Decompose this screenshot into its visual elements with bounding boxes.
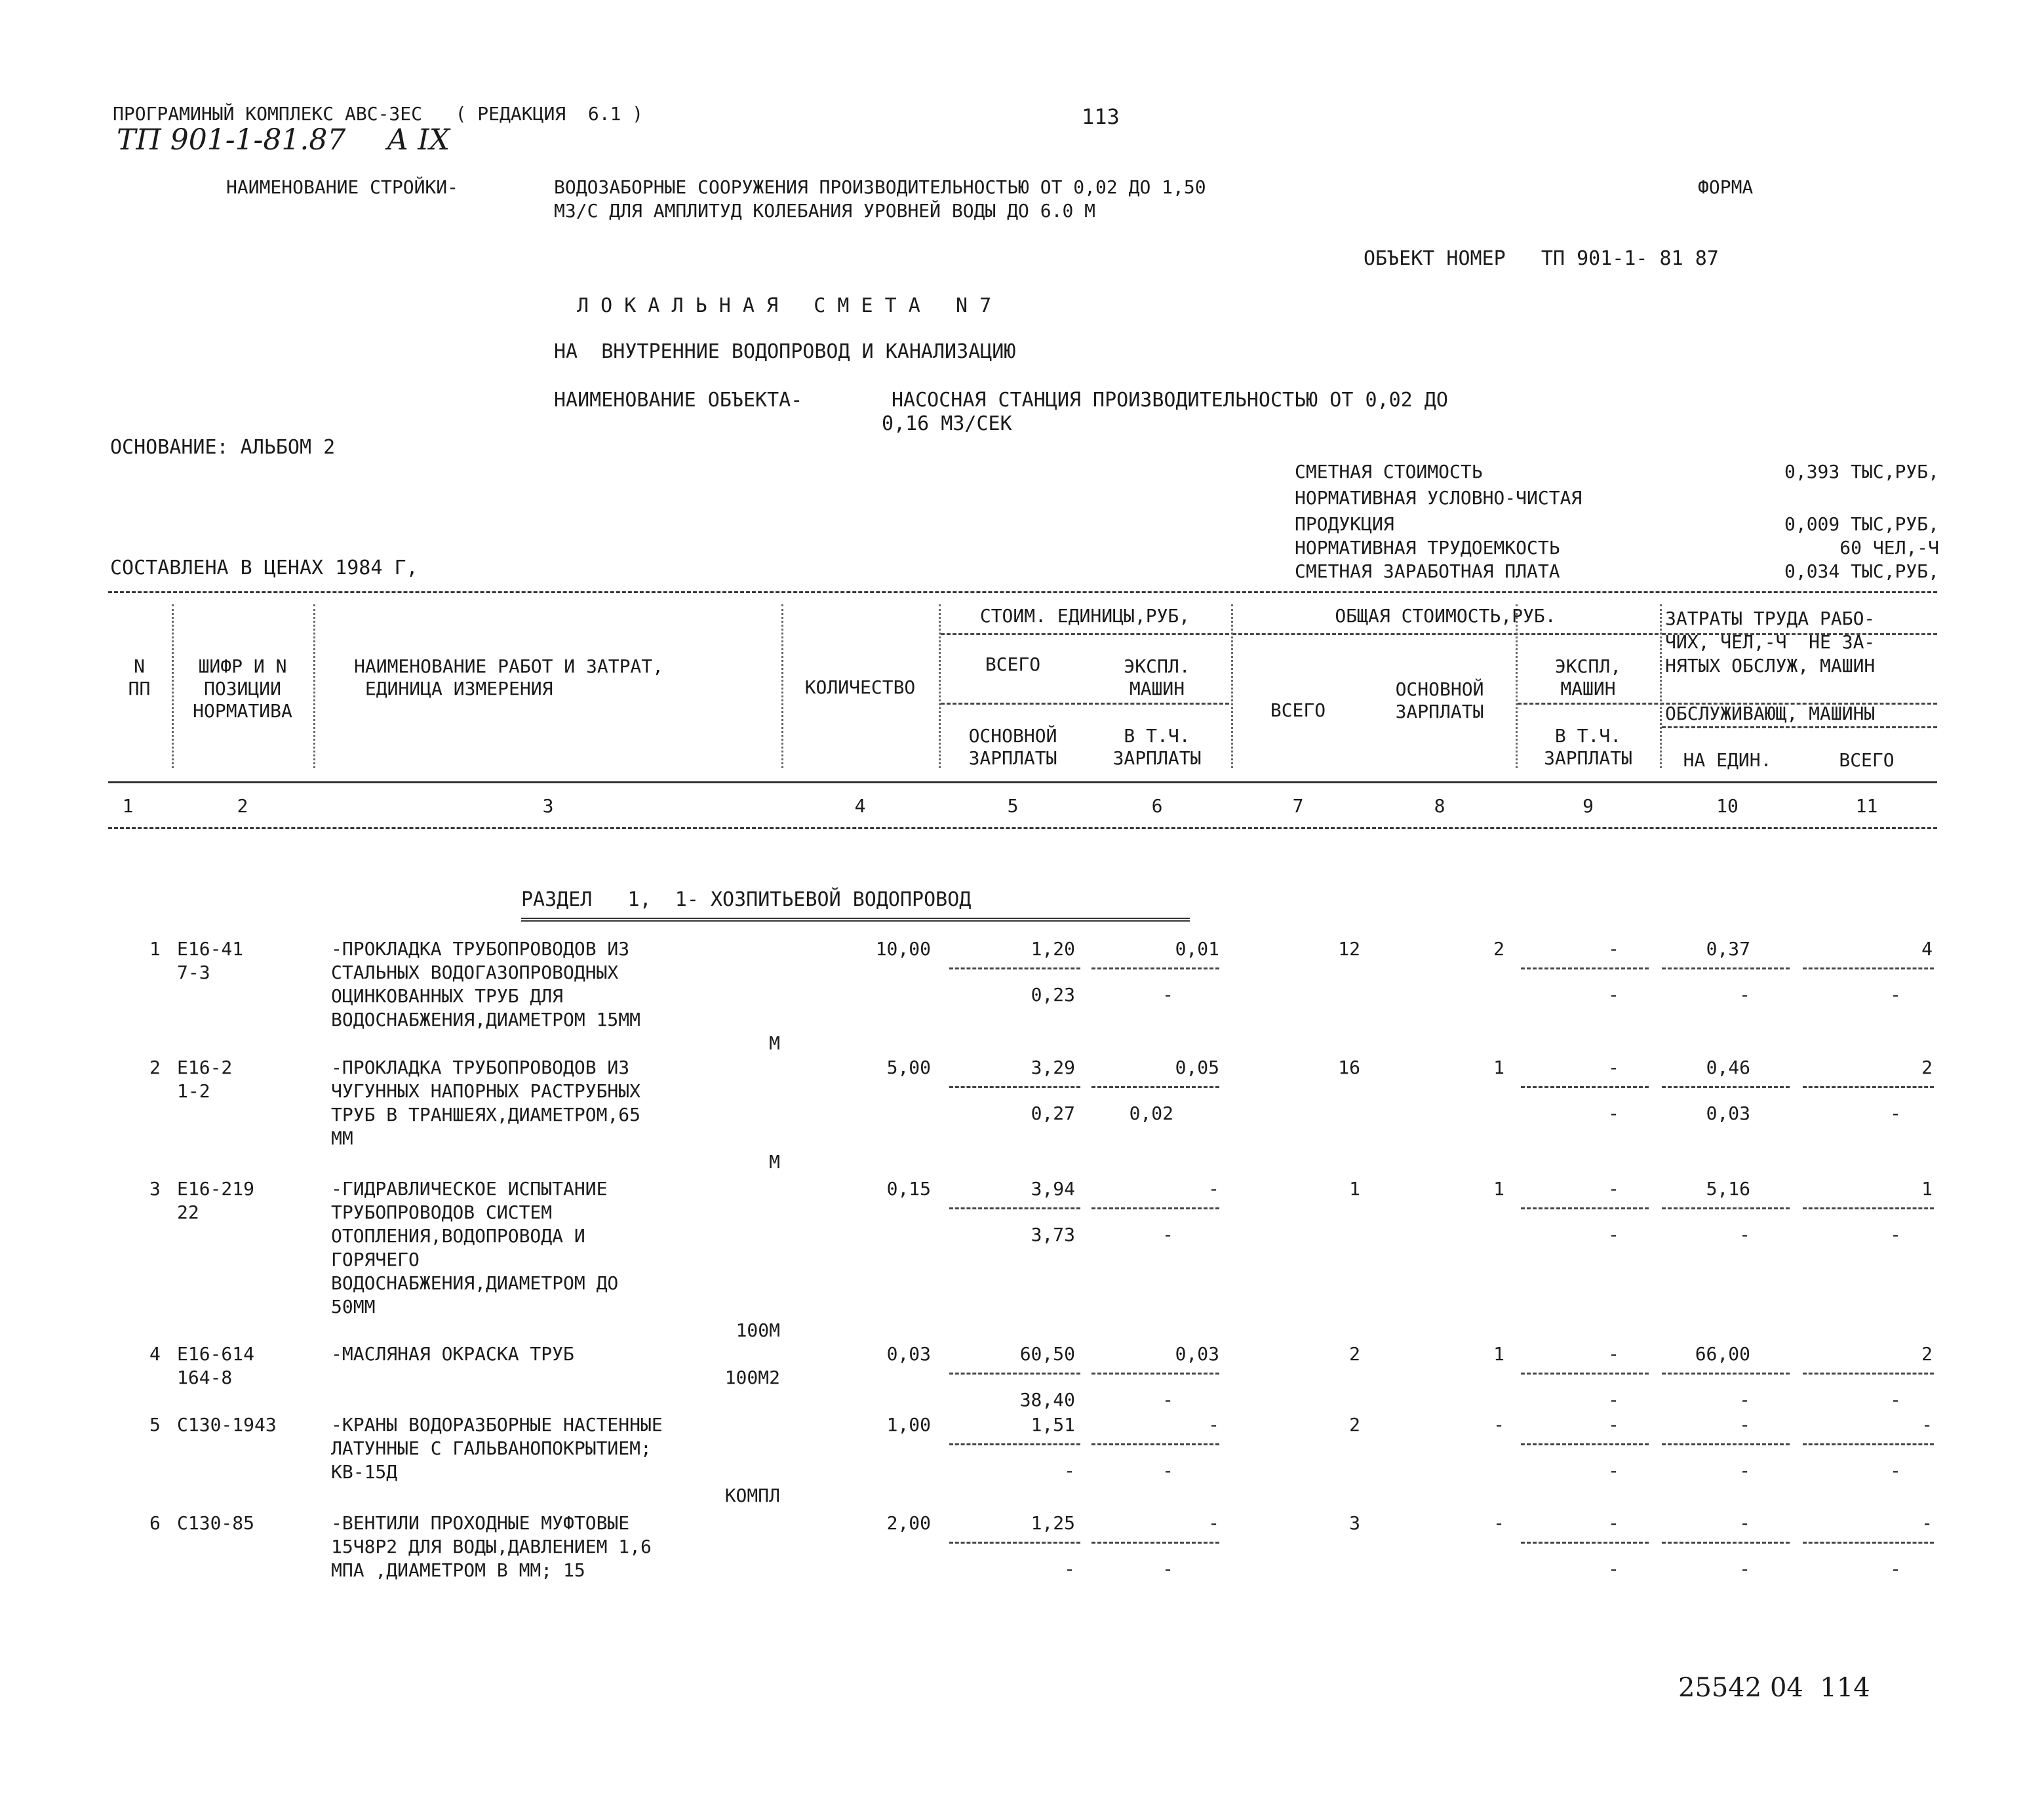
total-cost: 1 bbox=[1349, 1178, 1360, 1200]
price-level: СОСТАВЛЕНА В ЦЕНАХ 1984 Г, bbox=[110, 556, 418, 579]
unit-cost-machines: - bbox=[1208, 1512, 1219, 1534]
cell-rule bbox=[1521, 1443, 1649, 1445]
cell-rule bbox=[949, 1207, 1080, 1209]
col-header-6-bottom: В Т.Ч. ЗАРПЛАТЫ bbox=[1112, 725, 1202, 769]
unit-of-measure: М bbox=[769, 1032, 780, 1054]
quantity: 10,00 bbox=[875, 938, 931, 960]
work-name-line: КВ-15Д bbox=[331, 1461, 398, 1483]
col-header-9-top: ЭКСПЛ, МАШИН bbox=[1554, 655, 1622, 699]
cell-rule bbox=[1803, 1373, 1934, 1375]
row-number: 6 bbox=[149, 1512, 161, 1534]
unit-cost-machine-wages: - bbox=[1162, 1224, 1173, 1245]
norm-code: Е16-614 bbox=[177, 1343, 255, 1365]
estimate-title: Л О К А Л Ь Н А Я С М Е Т А N 7 bbox=[577, 294, 992, 317]
norm-code: Е16-2 bbox=[177, 1057, 233, 1078]
column-number: 10 bbox=[1716, 795, 1739, 817]
norm-code: Е16-41 bbox=[177, 938, 244, 960]
unit-cost-wages: 0,27 bbox=[1031, 1103, 1075, 1124]
unit-cost-total: 60,50 bbox=[1019, 1343, 1075, 1365]
labor-machines-total: - bbox=[1890, 1103, 1901, 1124]
labor-per-unit: 66,00 bbox=[1695, 1343, 1750, 1365]
cell-rule bbox=[1091, 1207, 1219, 1209]
work-name-line: ММ bbox=[331, 1127, 353, 1149]
cell-rule bbox=[1662, 967, 1790, 969]
object-name-label: НАИМЕНОВАНИЕ ОБЪЕКТА- bbox=[554, 389, 803, 412]
total-wages: 1 bbox=[1493, 1343, 1504, 1365]
labor-per-unit: 5,16 bbox=[1706, 1178, 1750, 1200]
album-handwritten: А IX bbox=[387, 123, 450, 157]
col-header-9-bottom: В Т.Ч. ЗАРПЛАТЫ bbox=[1544, 725, 1632, 769]
col-header-11: ВСЕГО bbox=[1839, 749, 1895, 771]
row-number: 1 bbox=[149, 938, 161, 960]
work-name-line: 15Ч8Р2 ДЛЯ ВОДЫ,ДАВЛЕНИЕМ 1,6 bbox=[331, 1536, 652, 1557]
quantity: 0,15 bbox=[886, 1178, 931, 1200]
object-number: ОБЪЕКТ НОМЕР ТП 901-1- 81 87 bbox=[1364, 247, 1719, 270]
norm-code: С130-85 bbox=[177, 1512, 255, 1534]
cell-rule bbox=[1662, 1086, 1790, 1088]
form-label: ФОРМА bbox=[1698, 176, 1754, 198]
col-divider bbox=[1660, 604, 1662, 768]
unit-cost-total: 1,51 bbox=[1031, 1414, 1075, 1435]
subrule bbox=[941, 703, 1229, 705]
quantity: 0,03 bbox=[886, 1343, 931, 1365]
total-machines: - bbox=[1608, 1512, 1619, 1534]
cell-rule bbox=[1662, 1207, 1790, 1209]
total-machine-wages: - bbox=[1608, 1103, 1619, 1124]
norm-code: С130-1943 bbox=[177, 1414, 277, 1435]
unit-of-measure: М bbox=[769, 1151, 780, 1173]
total-machines: - bbox=[1608, 938, 1619, 960]
subrule bbox=[1232, 633, 1659, 635]
labor-per-unit: 0,37 bbox=[1706, 938, 1750, 960]
cell-rule bbox=[1662, 1373, 1790, 1375]
unit-cost-wages: - bbox=[1064, 1558, 1075, 1580]
column-number: 11 bbox=[1855, 795, 1878, 817]
summary-value: 60 ЧЕЛ,-Ч bbox=[1839, 537, 1939, 558]
work-name-line: -МАСЛЯНАЯ ОКРАСКА ТРУБ bbox=[331, 1343, 574, 1365]
unit-cost-machines: 0,03 bbox=[1175, 1343, 1219, 1365]
cell-rule bbox=[949, 1542, 1080, 1544]
total-wages: 2 bbox=[1493, 938, 1504, 960]
work-name-line: ТРУБОПРОВОДОВ СИСТЕМ bbox=[331, 1201, 553, 1223]
summary-value: 0,034 ТЫС,РУБ, bbox=[1784, 560, 1939, 582]
labor-per-unit: - bbox=[1739, 1512, 1750, 1534]
total-machine-wages: - bbox=[1608, 984, 1619, 1005]
work-name-line: 50ММ bbox=[331, 1296, 376, 1318]
col-divider bbox=[313, 604, 315, 768]
total-wages: 1 bbox=[1493, 1057, 1504, 1078]
total-machine-wages: - bbox=[1608, 1389, 1619, 1411]
unit-cost-total: 3,29 bbox=[1031, 1057, 1075, 1078]
cell-rule bbox=[1091, 967, 1219, 969]
column-number: 4 bbox=[854, 795, 866, 817]
col-header-labor-group: ЗАТРАТЫ ТРУДА РАБО- ЧИХ, ЧЕЛ,-Ч НЕ ЗА- НЯТЫХ ОБСЛУЖ, МАШИН bbox=[1665, 608, 1876, 676]
column-number: 5 bbox=[1007, 795, 1019, 817]
work-name-line: СТАЛЬНЫХ ВОДОГАЗОПРОВОДНЫХ bbox=[331, 962, 619, 983]
work-name-line: ЛАТУННЫЕ С ГАЛЬВАНОПОКРЫТИЕМ; bbox=[331, 1437, 652, 1459]
section-title: РАЗДЕЛ 1, 1- ХОЗПИТЬЕВОЙ ВОДОПРОВОД bbox=[521, 888, 972, 911]
column-number: 8 bbox=[1434, 795, 1445, 817]
cell-rule bbox=[949, 1373, 1080, 1375]
header-rule-mid bbox=[108, 781, 1937, 783]
work-name-line: ТРУБ В ТРАНШЕЯХ,ДИАМЕТРОМ,65 bbox=[331, 1104, 641, 1125]
unit-cost-machines: - bbox=[1208, 1414, 1219, 1435]
quantity: 2,00 bbox=[886, 1512, 931, 1534]
labor-machines-total: - bbox=[1890, 1460, 1901, 1481]
basis: ОСНОВАНИЕ: АЛЬБОМ 2 bbox=[110, 436, 336, 459]
col-header-name: НАИМЕНОВАНИЕ РАБОТ И ЗАТРАТ, ЕДИНИЦА ИЗМЕРЕНИЯ bbox=[354, 655, 664, 699]
construction-name-label: НАИМЕНОВАНИЕ СТРОЙКИ- bbox=[226, 176, 459, 198]
summary-label: ПРОДУКЦИЯ bbox=[1295, 513, 1394, 535]
col-header-10: НА ЕДИН. bbox=[1683, 749, 1772, 771]
construction-name-line1: ВОДОЗАБОРНЫЕ СООРУЖЕНИЯ ПРОИЗВОДИТЕЛЬНОСТЬЮ ОТ 0,02 ДО 1,50 bbox=[554, 176, 1206, 198]
col-header-n: N ПП bbox=[128, 655, 151, 699]
unit-cost-machines: 0,01 bbox=[1175, 938, 1219, 960]
norm-code: 1-2 bbox=[177, 1080, 210, 1102]
header-rule-top bbox=[108, 591, 1937, 593]
work-name-line: -ПРОКЛАДКА ТРУБОПРОВОДОВ ИЗ bbox=[331, 1057, 630, 1078]
col-header-code: ШИФР И N ПОЗИЦИИ НОРМАТИВА bbox=[193, 655, 292, 722]
labor-machines-per-unit: 0,03 bbox=[1706, 1103, 1750, 1124]
object-name-line2: 0,16 М3/СЕК bbox=[882, 412, 1012, 435]
work-name-line: -ПРОКЛАДКА ТРУБОПРОВОДОВ ИЗ bbox=[331, 938, 630, 960]
cell-rule bbox=[1803, 1207, 1934, 1209]
footer-stamp: 25542 04 114 bbox=[1678, 1673, 1870, 1703]
total-machines: - bbox=[1608, 1057, 1619, 1078]
col-header-unit-group: СТОИМ. ЕДИНИЦЫ,РУБ, bbox=[979, 605, 1190, 627]
labor-machines-per-unit: - bbox=[1739, 1460, 1750, 1481]
norm-code: 22 bbox=[177, 1201, 199, 1223]
labor-total: 4 bbox=[1921, 938, 1933, 960]
work-name-line: -КРАНЫ ВОДОРАЗБОРНЫЕ НАСТЕННЫЕ bbox=[331, 1414, 663, 1435]
object-name-line1: НАСОСНАЯ СТАНЦИЯ ПРОИЗВОДИТЕЛЬНОСТЬЮ ОТ 0,02 ДО bbox=[892, 389, 1448, 412]
work-name-line: ГОРЯЧЕГО bbox=[331, 1249, 420, 1270]
unit-cost-machine-wages: 0,02 bbox=[1129, 1103, 1173, 1124]
unit-cost-wages: - bbox=[1064, 1460, 1075, 1481]
cell-rule bbox=[1091, 1542, 1219, 1544]
cell-rule bbox=[949, 967, 1080, 969]
norm-code: Е16-219 bbox=[177, 1178, 255, 1200]
labor-machines-per-unit: - bbox=[1739, 984, 1750, 1005]
header-rule-bottom bbox=[108, 827, 1937, 829]
subrule bbox=[1662, 726, 1937, 728]
summary-label: СМЕТНАЯ СТОИМОСТЬ bbox=[1295, 461, 1483, 482]
col-header-5-bottom: ОСНОВНОЙ ЗАРПЛАТЫ bbox=[968, 725, 1057, 769]
page-number: 113 bbox=[1082, 104, 1120, 129]
unit-cost-machine-wages: - bbox=[1162, 1460, 1173, 1481]
quantity: 5,00 bbox=[886, 1057, 931, 1078]
labor-machines-total: - bbox=[1890, 984, 1901, 1005]
construction-name-line2: М3/С ДЛЯ АМПЛИТУД КОЛЕБАНИЯ УРОВНЕЙ ВОДЫ ДО 6.0 М bbox=[554, 200, 1096, 222]
total-cost: 12 bbox=[1338, 938, 1360, 960]
labor-total: - bbox=[1921, 1414, 1933, 1435]
labor-total: 2 bbox=[1921, 1057, 1933, 1078]
column-number: 6 bbox=[1151, 795, 1163, 817]
unit-of-measure: 100М bbox=[736, 1319, 780, 1341]
total-machine-wages: - bbox=[1608, 1224, 1619, 1245]
unit-cost-total: 3,94 bbox=[1031, 1178, 1075, 1200]
unit-cost-wages: 0,23 bbox=[1031, 984, 1075, 1005]
total-machines: - bbox=[1608, 1414, 1619, 1435]
work-name-line: -ВЕНТИЛИ ПРОХОДНЫЕ МУФТОВЫЕ bbox=[331, 1512, 630, 1534]
total-wages: - bbox=[1493, 1512, 1504, 1534]
labor-machines-total: - bbox=[1890, 1389, 1901, 1411]
unit-of-measure: КОМПЛ bbox=[724, 1485, 780, 1506]
quantity: 1,00 bbox=[886, 1414, 931, 1435]
total-cost: 16 bbox=[1338, 1057, 1360, 1078]
unit-cost-wages: 38,40 bbox=[1019, 1389, 1075, 1411]
column-number: 1 bbox=[122, 795, 134, 817]
unit-of-measure: 100М2 bbox=[724, 1367, 780, 1388]
cell-rule bbox=[1803, 1443, 1934, 1445]
cell-rule bbox=[1662, 1542, 1790, 1544]
subrule bbox=[941, 633, 1229, 635]
col-header-qty: КОЛИЧЕСТВО bbox=[804, 676, 916, 698]
program-line: ПРОГРАМИНЫЙ КОМПЛЕКС АВС-3ЕС ( РЕДАКЦИЯ 6.1 ) bbox=[113, 103, 644, 125]
summary-label: НОРМАТИВНАЯ ТРУДОЕМКОСТЬ bbox=[1295, 537, 1560, 558]
work-name-line: МПА ,ДИАМЕТРОМ В ММ; 15 bbox=[331, 1559, 585, 1581]
cell-rule bbox=[1521, 1542, 1649, 1544]
cell-rule bbox=[949, 1443, 1080, 1445]
cell-rule bbox=[1803, 1086, 1934, 1088]
unit-cost-machines: - bbox=[1208, 1178, 1219, 1200]
unit-cost-machine-wages: - bbox=[1162, 984, 1173, 1005]
summary-label: НОРМАТИВНАЯ УСЛОВНО-ЧИСТАЯ bbox=[1295, 487, 1582, 509]
col-header-8: ОСНОВНОЙ ЗАРПЛАТЫ bbox=[1395, 678, 1484, 722]
column-number: 3 bbox=[542, 795, 554, 817]
column-number: 2 bbox=[237, 795, 248, 817]
unit-cost-total: 1,20 bbox=[1031, 938, 1075, 960]
labor-total: 1 bbox=[1921, 1178, 1933, 1200]
cell-rule bbox=[1521, 1086, 1649, 1088]
cell-rule bbox=[1521, 1373, 1649, 1375]
labor-machines-per-unit: - bbox=[1739, 1224, 1750, 1245]
row-number: 4 bbox=[149, 1343, 161, 1365]
row-number: 2 bbox=[149, 1057, 161, 1078]
norm-code: 164-8 bbox=[177, 1367, 233, 1388]
cell-rule bbox=[949, 1086, 1080, 1088]
col-header-5-top: ВСЕГО bbox=[985, 654, 1041, 675]
cell-rule bbox=[1521, 1207, 1649, 1209]
total-cost: 2 bbox=[1349, 1414, 1360, 1435]
row-number: 5 bbox=[149, 1414, 161, 1435]
col-header-7: ВСЕГО bbox=[1270, 699, 1326, 721]
unit-cost-machine-wages: - bbox=[1162, 1558, 1173, 1580]
cell-rule bbox=[1091, 1086, 1219, 1088]
unit-cost-machine-wages: - bbox=[1162, 1389, 1173, 1411]
total-cost: 3 bbox=[1349, 1512, 1360, 1534]
cell-rule bbox=[1091, 1443, 1219, 1445]
estimate-subject: НА ВНУТРЕННИЕ ВОДОПРОВОД И КАНАЛИЗАЦИЮ bbox=[554, 340, 1016, 363]
labor-machines-total: - bbox=[1890, 1224, 1901, 1245]
doc-code-handwritten: ТП 901-1-81.87 bbox=[117, 123, 346, 157]
cell-rule bbox=[1521, 967, 1649, 969]
total-machine-wages: - bbox=[1608, 1460, 1619, 1481]
unit-cost-wages: 3,73 bbox=[1031, 1224, 1075, 1245]
work-name-line: ОТОПЛЕНИЯ,ВОДОПРОВОДА И bbox=[331, 1225, 585, 1247]
labor-per-unit: - bbox=[1739, 1414, 1750, 1435]
cell-rule bbox=[1091, 1373, 1219, 1375]
total-machines: - bbox=[1608, 1343, 1619, 1365]
col-header-6-top: ЭКСПЛ. МАШИН bbox=[1124, 655, 1190, 699]
column-number: 7 bbox=[1292, 795, 1304, 817]
labor-machines-total: - bbox=[1890, 1558, 1901, 1580]
labor-machines-per-unit: - bbox=[1739, 1558, 1750, 1580]
work-name-line: ВОДОСНАБЖЕНИЯ,ДИАМЕТРОМ ДО bbox=[331, 1272, 619, 1294]
unit-cost-total: 1,25 bbox=[1031, 1512, 1075, 1534]
summary-value: 0,009 ТЫС,РУБ, bbox=[1784, 513, 1939, 535]
total-wages: 1 bbox=[1493, 1178, 1504, 1200]
labor-per-unit: 0,46 bbox=[1706, 1057, 1750, 1078]
work-name-line: ЧУГУННЫХ НАПОРНЫХ РАСТРУБНЫХ bbox=[331, 1080, 641, 1102]
total-machines: - bbox=[1608, 1178, 1619, 1200]
labor-machines-per-unit: - bbox=[1739, 1389, 1750, 1411]
cell-rule bbox=[1803, 1542, 1934, 1544]
col-header-total-group: ОБЩАЯ СТОИМОСТЬ,РУБ. bbox=[1335, 605, 1556, 627]
cell-rule bbox=[1803, 967, 1934, 969]
total-wages: - bbox=[1493, 1414, 1504, 1435]
col-header-labor-sub: ОБСЛУЖИВАЮЩ, МАШИНЫ bbox=[1665, 703, 1876, 724]
summary-label: СМЕТНАЯ ЗАРАБОТНАЯ ПЛАТА bbox=[1295, 560, 1560, 582]
work-name-line: -ГИДРАВЛИЧЕСКОЕ ИСПЫТАНИЕ bbox=[331, 1178, 608, 1200]
column-number: 9 bbox=[1582, 795, 1594, 817]
col-divider bbox=[1231, 604, 1233, 768]
cell-rule bbox=[1662, 1443, 1790, 1445]
work-name-line: ОЦИНКОВАННЫХ ТРУБ ДЛЯ bbox=[331, 985, 564, 1007]
total-cost: 2 bbox=[1349, 1343, 1360, 1365]
norm-code: 7-3 bbox=[177, 962, 210, 983]
unit-cost-machines: 0,05 bbox=[1175, 1057, 1219, 1078]
section-underline bbox=[521, 918, 1190, 922]
summary-value: 0,393 ТЫС,РУБ, bbox=[1784, 461, 1939, 482]
row-number: 3 bbox=[149, 1178, 161, 1200]
labor-total: 2 bbox=[1921, 1343, 1933, 1365]
total-machine-wages: - bbox=[1608, 1558, 1619, 1580]
work-name-line: ВОДОСНАБЖЕНИЯ,ДИАМЕТРОМ 15ММ bbox=[331, 1009, 641, 1030]
labor-total: - bbox=[1921, 1512, 1933, 1534]
